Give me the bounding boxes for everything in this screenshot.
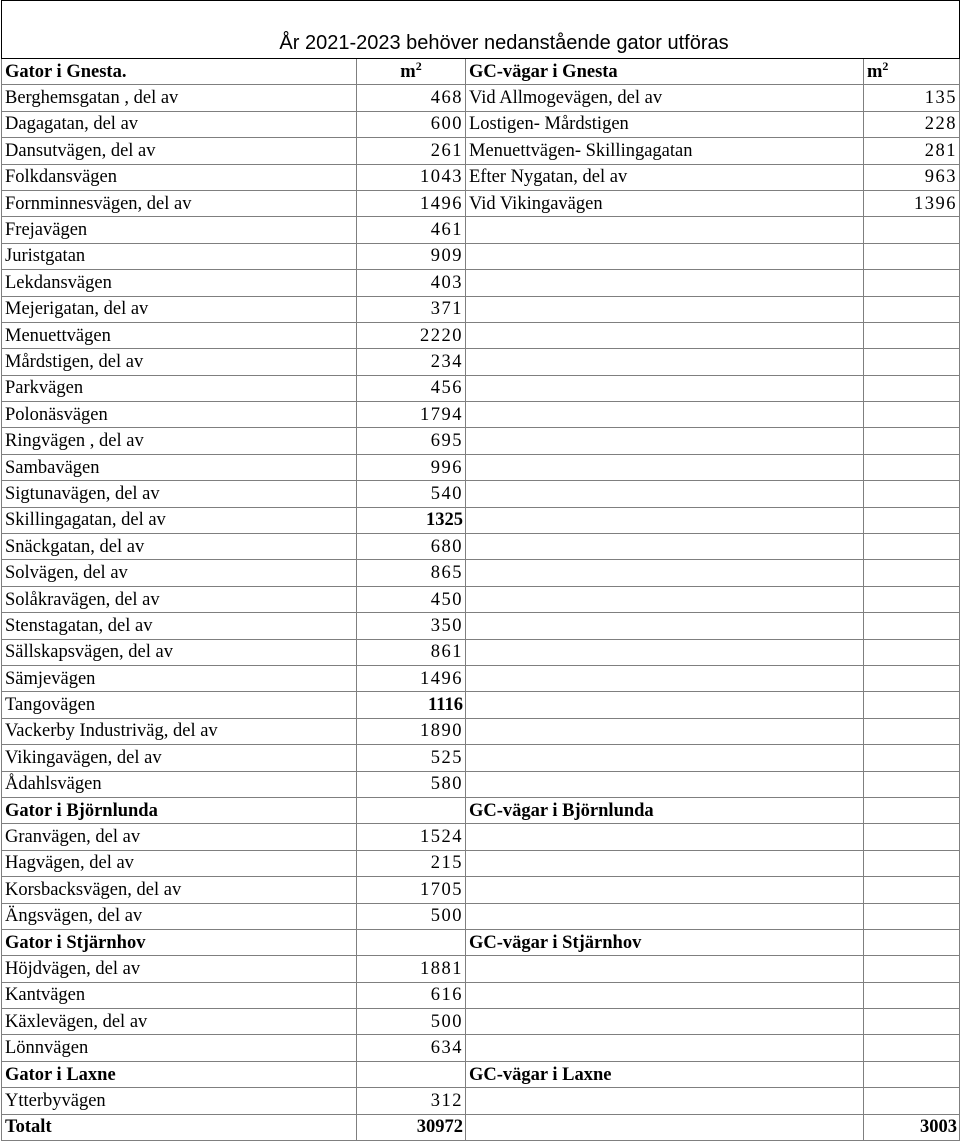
street-area: 861: [357, 639, 466, 665]
path-area: [864, 613, 960, 639]
table-row: [2, 692, 960, 718]
street-name: Berghemsgatan , del av: [2, 85, 357, 111]
path-area: [864, 586, 960, 612]
street-area: 500: [357, 1009, 466, 1035]
table-row: [2, 322, 960, 348]
header-left-name: Gator i Gnesta.: [2, 59, 357, 85]
street-name: Ytterbyvägen: [2, 1088, 357, 1114]
table-row: [2, 850, 960, 876]
path-name: [466, 296, 864, 322]
street-area: 456: [357, 375, 466, 401]
section-row: [2, 1114, 960, 1140]
path-name: [466, 1009, 864, 1035]
path-name: [466, 402, 864, 428]
path-area: [864, 1009, 960, 1035]
path-area: [864, 1035, 960, 1061]
street-area: 312: [357, 1088, 466, 1114]
street-name: Polonäsvägen: [2, 402, 357, 428]
street-area: 616: [357, 982, 466, 1008]
street-name: Ringvägen , del av: [2, 428, 357, 454]
path-name: [466, 243, 864, 269]
table-row: [2, 138, 960, 164]
table-row: [2, 375, 960, 401]
street-area: 865: [357, 560, 466, 586]
header-left-unit: [357, 59, 466, 85]
path-name: [466, 454, 864, 480]
street-name: Gator i Björnlunda: [2, 797, 357, 823]
path-area: [864, 797, 960, 823]
path-area: [864, 322, 960, 348]
unit-exp: 2: [882, 58, 889, 73]
street-name: Solvägen, del av: [2, 560, 357, 586]
street-name: Dansutvägen, del av: [2, 138, 357, 164]
path-area: [864, 824, 960, 850]
table-row: [2, 956, 960, 982]
path-area: [864, 243, 960, 269]
street-name: Sigtunavägen, del av: [2, 481, 357, 507]
path-name: Menuettvägen- Skillingagatan: [466, 138, 864, 164]
path-area: [864, 665, 960, 691]
spreadsheet: [1, 0, 959, 1141]
street-name: Lönnvägen: [2, 1035, 357, 1061]
path-name: [466, 613, 864, 639]
street-name: Höjdvägen, del av: [2, 956, 357, 982]
path-area: [864, 270, 960, 296]
header-right-unit: [864, 59, 960, 85]
section-row: [2, 1061, 960, 1087]
table-row: [2, 111, 960, 137]
street-area: [357, 797, 466, 823]
path-name: [466, 560, 864, 586]
path-area: [864, 718, 960, 744]
table-row: [2, 349, 960, 375]
street-name: Stenstagatan, del av: [2, 613, 357, 639]
table-row: [2, 745, 960, 771]
path-name: Vid Vikingavägen: [466, 190, 864, 216]
path-area: [864, 296, 960, 322]
page-title: År 2021-2023 behöver nedanstående gator utföras: [2, 1, 960, 59]
path-area: [864, 428, 960, 454]
path-area: [864, 903, 960, 929]
street-name: Dagagatan, del av: [2, 111, 357, 137]
table-row: [2, 454, 960, 480]
table-row: [2, 639, 960, 665]
path-name: [466, 745, 864, 771]
path-name: [466, 1114, 864, 1140]
table-row: [2, 217, 960, 243]
path-area: [864, 639, 960, 665]
street-area: 2220: [357, 322, 466, 348]
table-row: [2, 1088, 960, 1114]
path-name: [466, 322, 864, 348]
table-row: [2, 164, 960, 190]
table-row: [2, 771, 960, 797]
street-area: 450: [357, 586, 466, 612]
path-area: 1396: [864, 190, 960, 216]
path-name: [466, 903, 864, 929]
street-area: 215: [357, 850, 466, 876]
street-area: 30972: [357, 1114, 466, 1140]
path-name: [466, 850, 864, 876]
street-name: Sambavägen: [2, 454, 357, 480]
path-area: [864, 1088, 960, 1114]
path-area: [864, 534, 960, 560]
street-area: 580: [357, 771, 466, 797]
table-row: [2, 507, 960, 533]
table-row: [2, 903, 960, 929]
path-area: [864, 507, 960, 533]
table-row: [2, 270, 960, 296]
street-name: Käxlevägen, del av: [2, 1009, 357, 1035]
table-row: [2, 534, 960, 560]
unit-base: m: [400, 61, 416, 82]
table-row: [2, 481, 960, 507]
path-name: [466, 481, 864, 507]
path-area: [864, 692, 960, 718]
section-row: [2, 797, 960, 823]
path-name: [466, 956, 864, 982]
street-area: 500: [357, 903, 466, 929]
street-name: Fornminnesvägen, del av: [2, 190, 357, 216]
path-name: [466, 217, 864, 243]
table-row: [2, 402, 960, 428]
street-area: 1794: [357, 402, 466, 428]
path-area: 135: [864, 85, 960, 111]
path-name: [466, 349, 864, 375]
path-area: [864, 771, 960, 797]
table-row: [2, 877, 960, 903]
unit-exp: 2: [415, 58, 422, 73]
street-name: Sämjevägen: [2, 665, 357, 691]
table-row: [2, 1009, 960, 1035]
path-area: [864, 877, 960, 903]
path-name: [466, 665, 864, 691]
path-area: 3003: [864, 1114, 960, 1140]
street-name: Juristgatan: [2, 243, 357, 269]
path-name: [466, 1035, 864, 1061]
path-name: [466, 692, 864, 718]
street-area: 1325: [357, 507, 466, 533]
title-row: [2, 1, 960, 59]
path-name: [466, 586, 864, 612]
path-name: GC-vägar i Stjärnhov: [466, 929, 864, 955]
street-area: 600: [357, 111, 466, 137]
path-area: [864, 745, 960, 771]
street-name: Parkvägen: [2, 375, 357, 401]
path-area: [864, 1061, 960, 1087]
path-name: [466, 824, 864, 850]
path-name: GC-vägar i Laxne: [466, 1061, 864, 1087]
street-area: 371: [357, 296, 466, 322]
street-area: 461: [357, 217, 466, 243]
street-area: 525: [357, 745, 466, 771]
street-area: 680: [357, 534, 466, 560]
street-name: Granvägen, del av: [2, 824, 357, 850]
street-area: 403: [357, 270, 466, 296]
street-name: Frejavägen: [2, 217, 357, 243]
section-row: [2, 929, 960, 955]
street-area: 261: [357, 138, 466, 164]
street-area: 1496: [357, 190, 466, 216]
table-row: [2, 243, 960, 269]
table-row: [2, 85, 960, 111]
table-row: [2, 824, 960, 850]
street-name: Vackerby Industriväg, del av: [2, 718, 357, 744]
street-area: 468: [357, 85, 466, 111]
path-name: GC-vägar i Björnlunda: [466, 797, 864, 823]
street-name: Ängsvägen, del av: [2, 903, 357, 929]
path-name: [466, 507, 864, 533]
path-area: [864, 349, 960, 375]
street-area: 909: [357, 243, 466, 269]
street-name: Mejerigatan, del av: [2, 296, 357, 322]
street-name: Ådahlsvägen: [2, 771, 357, 797]
street-area: 350: [357, 613, 466, 639]
path-name: Vid Allmogevägen, del av: [466, 85, 864, 111]
table-row: [2, 296, 960, 322]
street-area: 1496: [357, 665, 466, 691]
path-name: [466, 771, 864, 797]
table-row: [2, 665, 960, 691]
path-area: [864, 956, 960, 982]
street-name: Gator i Laxne: [2, 1061, 357, 1087]
path-name: Efter Nygatan, del av: [466, 164, 864, 190]
path-area: [864, 217, 960, 243]
street-area: 1043: [357, 164, 466, 190]
street-name: Totalt: [2, 1114, 357, 1140]
street-area: [357, 929, 466, 955]
street-name: Lekdansvägen: [2, 270, 357, 296]
path-area: [864, 402, 960, 428]
path-area: [864, 375, 960, 401]
path-area: 281: [864, 138, 960, 164]
street-area: 996: [357, 454, 466, 480]
table-row: [2, 982, 960, 1008]
path-name: [466, 534, 864, 560]
street-area: 1524: [357, 824, 466, 850]
street-area: 1890: [357, 718, 466, 744]
street-area: 1116: [357, 692, 466, 718]
street-area: 1881: [357, 956, 466, 982]
table-row: [2, 613, 960, 639]
street-name: Snäckgatan, del av: [2, 534, 357, 560]
table-row: [2, 190, 960, 216]
street-name: Menuettvägen: [2, 322, 357, 348]
table-row: [2, 560, 960, 586]
path-area: [864, 560, 960, 586]
path-area: 963: [864, 164, 960, 190]
table-row: [2, 1035, 960, 1061]
path-name: [466, 375, 864, 401]
street-area: 1705: [357, 877, 466, 903]
path-name: [466, 639, 864, 665]
street-area: 234: [357, 349, 466, 375]
path-area: 228: [864, 111, 960, 137]
street-name: Korsbacksvägen, del av: [2, 877, 357, 903]
street-name: Solåkravägen, del av: [2, 586, 357, 612]
path-name: [466, 877, 864, 903]
street-name: Tangovägen: [2, 692, 357, 718]
street-name: Folkdansvägen: [2, 164, 357, 190]
street-area: 634: [357, 1035, 466, 1061]
path-name: [466, 270, 864, 296]
street-name: Sällskapsvägen, del av: [2, 639, 357, 665]
streets-table: [1, 0, 960, 1141]
street-name: Vikingavägen, del av: [2, 745, 357, 771]
street-area: [357, 1061, 466, 1087]
path-name: [466, 982, 864, 1008]
street-area: 695: [357, 428, 466, 454]
header-row: [2, 59, 960, 85]
unit-base: m: [867, 61, 883, 82]
path-area: [864, 454, 960, 480]
table-row: [2, 428, 960, 454]
street-name: Hagvägen, del av: [2, 850, 357, 876]
path-name: [466, 428, 864, 454]
path-area: [864, 850, 960, 876]
path-area: [864, 982, 960, 1008]
street-name: Gator i Stjärnhov: [2, 929, 357, 955]
street-area: 540: [357, 481, 466, 507]
street-name: Kantvägen: [2, 982, 357, 1008]
table-row: [2, 586, 960, 612]
path-area: [864, 481, 960, 507]
street-name: Mårdstigen, del av: [2, 349, 357, 375]
path-name: [466, 718, 864, 744]
path-area: [864, 929, 960, 955]
path-name: [466, 1088, 864, 1114]
path-name: Lostigen- Mårdstigen: [466, 111, 864, 137]
table-row: [2, 718, 960, 744]
header-right-name: GC-vägar i Gnesta: [466, 59, 864, 85]
street-name: Skillingagatan, del av: [2, 507, 357, 533]
